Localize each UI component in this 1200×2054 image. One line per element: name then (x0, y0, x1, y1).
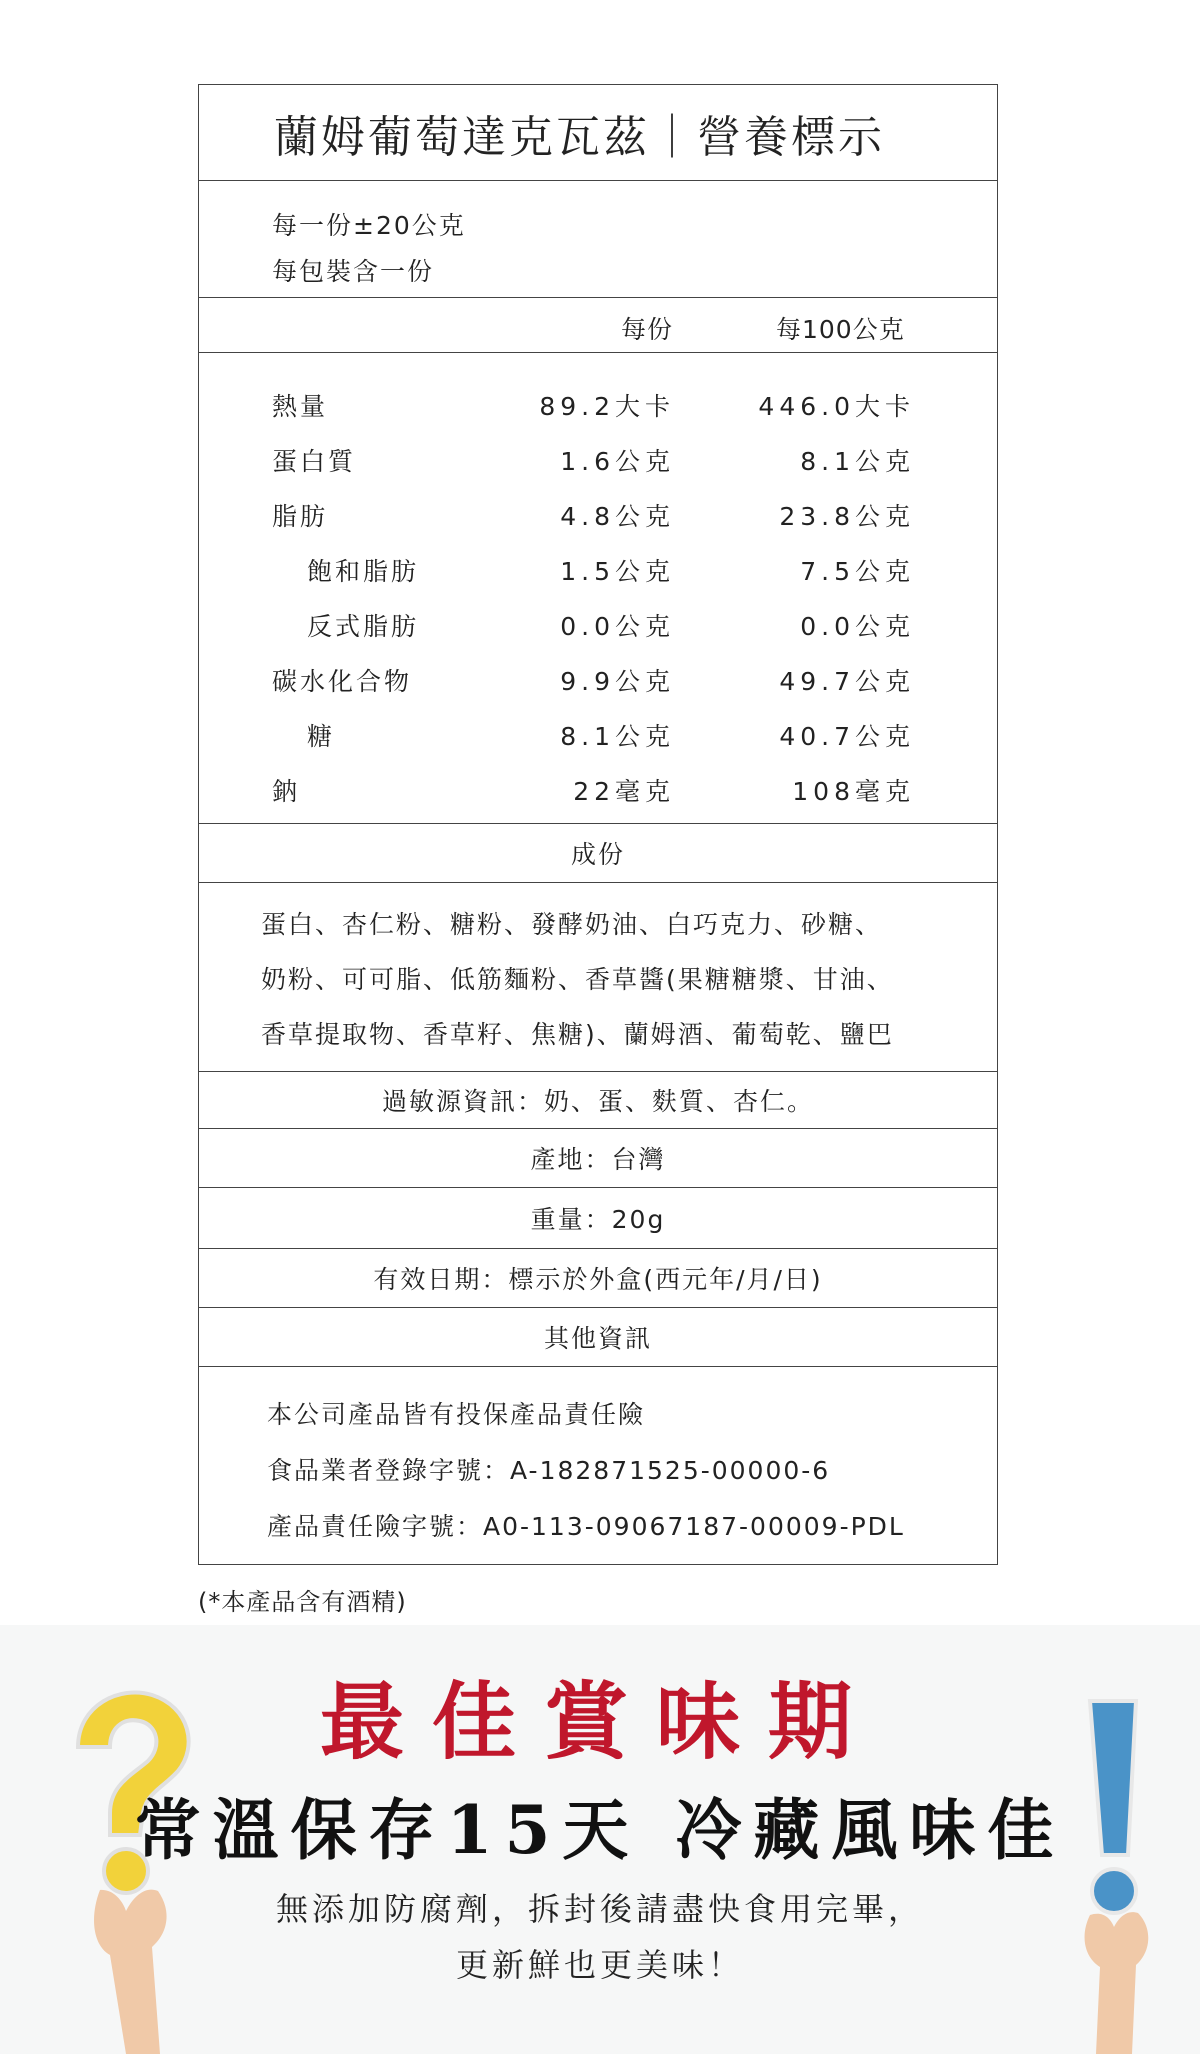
expiry-info: 有效日期：標示於外盒(西元年/月/日) (199, 1249, 997, 1308)
nutrient-row (199, 377, 997, 432)
nutrient-name: 脂肪 (272, 502, 329, 531)
other-info-line: 產品責任險字號：A0-113-09067187-00009-PDL (267, 1512, 905, 1541)
other-info-line: 食品業者登錄字號：A-182871525-00000-6 (267, 1456, 831, 1485)
nutrient-per-100g: 446.0大卡 (758, 392, 915, 421)
ingredients-header: 成份 (199, 824, 997, 883)
serving-info (199, 181, 997, 298)
nutrient-per-100g: 49.7公克 (779, 667, 915, 696)
nutrient-per-100g: 8.1公克 (800, 447, 915, 476)
nutrient-per-serving: 8.1公克 (560, 722, 675, 751)
ingredients-line: 蛋白、杏仁粉、糖粉、發酵奶油、白巧克力、砂糖、 (261, 910, 883, 939)
alcohol-note: (*本產品含有酒精) (198, 1588, 407, 1616)
nutrient-name: 反式脂肪 (307, 612, 420, 641)
nutrient-name: 碳水化合物 (272, 667, 413, 696)
nutrient-per-100g: 40.7公克 (779, 722, 915, 751)
nutrient-per-serving: 1.5公克 (560, 557, 675, 586)
banner-text-line: 無添加防腐劑，拆封後請盡快食用完畢， (275, 1890, 924, 1928)
nutrient-per-serving: 22毫克 (573, 777, 675, 806)
col-per-serving: 每份 (621, 315, 674, 344)
best-before-banner (0, 1625, 1200, 2054)
nutrient-row (199, 487, 997, 542)
nutrient-row (199, 597, 997, 652)
ingredients-list (199, 883, 997, 1072)
nutrient-row (199, 432, 997, 487)
weight-info: 重量：20g (199, 1188, 997, 1249)
nutrient-per-100g: 23.8公克 (779, 502, 915, 531)
nutrient-row (199, 707, 997, 762)
nutrition-label (198, 84, 998, 1565)
nutrient-per-serving: 0.0公克 (560, 612, 675, 641)
nutrient-per-serving: 89.2大卡 (539, 392, 675, 421)
nutrient-per-100g: 0.0公克 (800, 612, 915, 641)
nutrient-name: 蛋白質 (272, 447, 357, 476)
col-per-100g: 每100公克 (776, 315, 905, 344)
nutrient-per-100g: 7.5公克 (800, 557, 915, 586)
nutrient-name: 飽和脂肪 (307, 557, 420, 586)
banner-text-line: 更新鮮也更美味！ (455, 1946, 744, 1984)
nutrient-name: 熱量 (272, 392, 329, 421)
origin-info: 產地：台灣 (199, 1129, 997, 1188)
nutrient-per-serving: 9.9公克 (560, 667, 675, 696)
serving-size: 每一份±20公克 (272, 211, 466, 240)
nutrient-per-serving: 4.8公克 (560, 502, 675, 531)
nutrient-row (199, 652, 997, 707)
ingredients-line: 香草提取物、香草籽、焦糖)、蘭姆酒、葡萄乾、鹽巴 (261, 1020, 894, 1049)
banner-description (0, 1881, 1200, 1993)
nutrient-table (199, 353, 997, 824)
column-headers (199, 298, 997, 353)
best-before-title: 最佳賞味期 (319, 1672, 880, 1771)
label-title: 蘭姆葡萄達克瓦茲｜營養標示 (199, 85, 997, 181)
nutrient-row (199, 762, 997, 817)
ingredients-line: 奶粉、可可脂、低筋麵粉、香草醬(果糖糖漿、甘油、 (261, 965, 894, 994)
nutrient-row (199, 542, 997, 597)
servings-per-pack: 每包裝含一份 (272, 257, 435, 286)
nutrient-name: 鈉 (272, 777, 301, 806)
allergen-info: 過敏源資訊：奶、蛋、麩質、杏仁。 (199, 1072, 997, 1129)
nutrient-per-100g: 108毫克 (792, 777, 915, 806)
storage-subtitle: 常溫保存15天 冷藏風味佳 (134, 1791, 1066, 1869)
other-info (199, 1367, 997, 1564)
nutrient-per-serving: 1.6公克 (560, 447, 675, 476)
other-info-line: 本公司產品皆有投保產品責任險 (267, 1400, 646, 1429)
other-info-header: 其他資訊 (199, 1308, 997, 1367)
nutrient-name: 糖 (307, 722, 336, 751)
